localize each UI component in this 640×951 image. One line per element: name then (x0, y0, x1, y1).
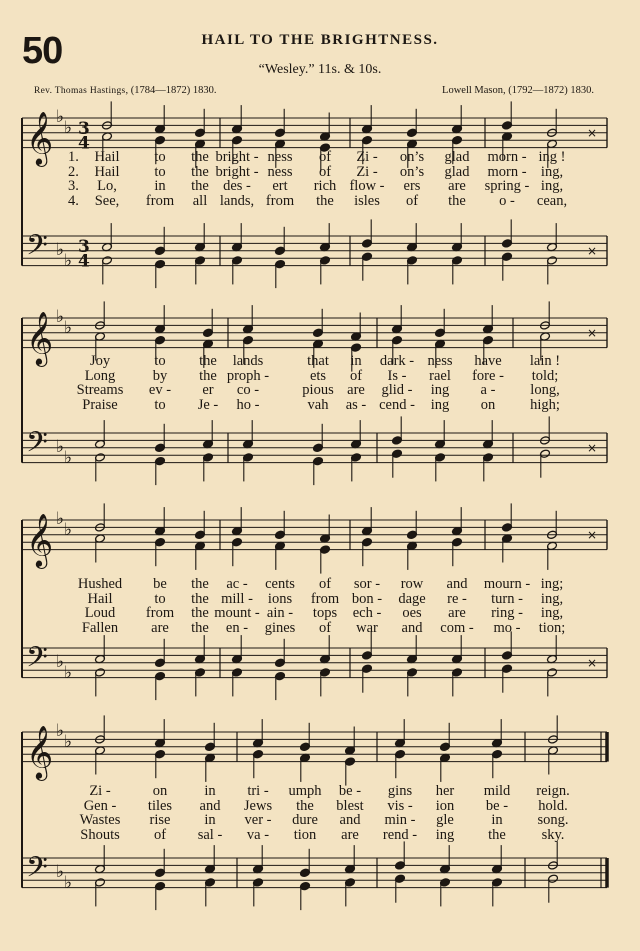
lyric-syllable: of (318, 149, 332, 165)
lyric-syllable: rise (149, 812, 171, 828)
lyric-syllable: cean, (536, 192, 568, 209)
lyric-syllable: from (145, 605, 175, 621)
lyric-syllable: to (154, 163, 166, 180)
lyric-syllable: Zi - (356, 149, 378, 165)
lyric-syllable: ac - (226, 576, 248, 592)
lyric-syllable: Zi - (356, 163, 378, 180)
system-4-treble-clef-icon: 𝄞 (26, 724, 54, 779)
lyric-syllable: Hail (94, 149, 120, 165)
lyric-syllable: and (446, 576, 468, 592)
lyric-syllable: of (318, 619, 332, 636)
treble-time-signature: 3 (78, 118, 90, 139)
system-1-rest-icon: × (587, 243, 598, 258)
lyric-syllable: that (307, 353, 329, 369)
lyric-syllable: ing, (540, 178, 564, 194)
lyric-syllable: the (191, 590, 209, 607)
lyric-syllable: to (154, 590, 166, 607)
lyric-syllable: oes (402, 605, 422, 621)
lyric-syllable: proph - (226, 367, 270, 384)
lyric-syllable: in (204, 783, 216, 799)
lyric-syllable: sor - (353, 576, 381, 592)
system-4-treble-flat-icon: ♭ (64, 732, 73, 753)
system-4-bass-flat-icon: ♭ (56, 861, 65, 882)
lyric-syllable: turn - (491, 590, 523, 607)
system-3-rest-icon: × (587, 655, 598, 670)
lyric-syllable: ing (430, 396, 450, 413)
lyric-syllable: gle (436, 812, 454, 828)
lyric-syllable: cents (265, 576, 295, 592)
system-4-treble-flat-icon: ♭ (56, 721, 65, 741)
lyric-syllable: in (491, 812, 503, 828)
system-1-treble-flat-icon: ♭ (56, 107, 65, 127)
lyric-syllable: the (191, 619, 209, 636)
lyric-syllable: rael (429, 367, 451, 384)
lyric-syllable: lands (232, 353, 264, 369)
lyric-syllable: song. (537, 812, 569, 828)
lyric-syllable: be (153, 576, 167, 592)
lyric-syllable: the (199, 367, 217, 384)
lyric-syllable: mo - (493, 619, 521, 636)
system-2-treble-flat-icon: ♭ (56, 307, 65, 327)
lyric-syllable: war (356, 619, 378, 636)
lyric-syllable: as - (345, 396, 367, 413)
lyric-syllable: from (265, 192, 295, 209)
lyric-syllable: lands, (219, 192, 255, 209)
lyric-syllable: ing (430, 382, 450, 398)
lyric-syllable: Is - (387, 367, 407, 384)
lyric-syllable: com - (440, 619, 474, 636)
lyric-syllable: the (191, 576, 209, 592)
system-1-bass-flat-icon: ♭ (56, 239, 65, 260)
lyric-syllable: the (191, 163, 209, 180)
system-2-treble-clef-icon: 𝄞 (26, 310, 54, 365)
lyric-syllable: Fallen (81, 619, 119, 636)
lyric-syllable: the (199, 353, 217, 369)
lyric-syllable: the (296, 797, 314, 814)
lyric-syllable: of (405, 192, 419, 209)
tune-name: “Wesley.” 11s. & 10s. (258, 62, 382, 77)
lyric-syllable: des - (223, 178, 251, 194)
system-2-rest-icon: × (587, 325, 598, 340)
lyric-syllable: on (152, 783, 168, 799)
lyric-syllable: ers (403, 178, 421, 194)
words-author: Rev. Thomas Hastings (34, 86, 126, 96)
lyric-syllable: the (191, 149, 209, 165)
lyric-syllable: and (401, 619, 423, 636)
lyric-syllable: o - (499, 192, 515, 209)
lyric-syllable: ain - (266, 605, 294, 621)
lyric-syllable: by (152, 367, 168, 384)
verse-number: 4. (68, 192, 79, 209)
lyric-syllable: Praise (82, 396, 118, 413)
lyric-syllable: bon - (351, 590, 383, 607)
lyric-syllable: vah (307, 396, 329, 413)
lyric-syllable: ness (267, 149, 293, 165)
verse-number: 2. (68, 163, 79, 180)
system-2-bass-flat-icon: ♭ (56, 436, 65, 457)
lyric-syllable: pious (302, 382, 334, 398)
lyric-syllable: to (154, 353, 166, 369)
system-4-bass-clef-icon: 𝄢 (26, 851, 48, 892)
system-1-treble-clef-icon: 𝄞 (26, 110, 54, 165)
lyric-syllable: and (199, 797, 221, 814)
lyric-syllable: hold. (538, 797, 568, 814)
lyric-syllable: Hail (94, 163, 120, 180)
lyric-syllable: of (318, 576, 332, 592)
lyric-syllable: en - (225, 619, 249, 636)
lyric-syllable: from (310, 590, 340, 607)
lyric-syllable: are (151, 619, 169, 636)
lyric-syllable: flow - (349, 178, 385, 194)
lyric-syllable: ing; (540, 576, 564, 592)
lyric-syllable: co - (236, 382, 260, 398)
lyric-syllable: Hushed (77, 576, 123, 592)
lyric-syllable: ert (272, 178, 288, 194)
lyric-syllable: See, (94, 192, 120, 209)
lyric-syllable: are (341, 826, 359, 843)
system-1-treble-flat-icon: ♭ (64, 118, 73, 139)
lyric-syllable: and (339, 812, 361, 828)
lyric-syllable: mount - (214, 605, 260, 621)
lyric-syllable: Zi - (89, 783, 111, 799)
lyric-syllable: mourn - (483, 576, 531, 592)
lyric-syllable: ets (309, 367, 327, 384)
lyric-syllable: Je - (197, 396, 219, 413)
lyric-syllable: mild (483, 783, 511, 799)
lyric-syllable: Gen - (83, 797, 117, 814)
lyric-syllable: are (448, 178, 466, 194)
system-4-bass-flat-icon: ♭ (64, 872, 73, 893)
lyric-syllable: tion (293, 826, 317, 843)
lyric-syllable: glad (444, 149, 470, 165)
lyric-syllable: dure (292, 812, 318, 828)
system-3-bass-flat-icon: ♭ (64, 662, 73, 683)
lyric-syllable: cend - (379, 396, 415, 413)
lyric-syllable: ho - (236, 396, 260, 413)
lyric-syllable: va - (246, 826, 270, 843)
lyric-syllable: glid - (381, 382, 413, 398)
lyric-syllable: dark - (379, 353, 415, 369)
lyric-syllable: Shouts (80, 826, 120, 843)
lyric-syllable: spring - (484, 178, 530, 194)
lyric-syllable: dage (398, 590, 426, 607)
lyric-syllable: ring - (491, 605, 523, 621)
lyric-syllable: Lo, (97, 178, 117, 194)
lyric-syllable: ing, (540, 605, 564, 621)
lyric-syllable: reign. (536, 783, 570, 799)
lyric-syllable: her (435, 783, 455, 799)
lyric-syllable: to (154, 396, 166, 413)
lyric-syllable: lain ! (529, 353, 561, 369)
system-1-bass-flat-icon: ♭ (64, 250, 73, 271)
lyric-syllable: ing (435, 826, 455, 843)
system-3-rest-icon: × (587, 527, 598, 542)
system-3-bass-flat-icon: ♭ (56, 651, 65, 672)
lyric-syllable: row (400, 576, 424, 592)
lyric-syllable: long, (530, 382, 560, 398)
lyric-syllable: in (154, 178, 166, 194)
lyric-syllable: ev - (148, 382, 172, 398)
system-1-bass-clef-icon: 𝄢 (26, 229, 48, 270)
lyric-syllable: have (474, 353, 502, 369)
lyric-syllable: glad (444, 163, 470, 180)
lyric-syllable: the (488, 826, 506, 843)
lyric-syllable: on’s (399, 163, 425, 180)
treble-time-signature: 4 (78, 133, 90, 154)
lyric-syllable: the (448, 192, 466, 209)
system-2-rest-icon: × (587, 440, 598, 455)
lyric-syllable: ing, (540, 163, 564, 180)
lyric-syllable: ech - (352, 605, 382, 621)
lyric-syllable: on’s (399, 149, 425, 165)
lyric-syllable: told; (531, 367, 559, 384)
lyric-syllable: to (154, 149, 166, 165)
lyric-syllable: Wastes (79, 812, 121, 828)
verse-number: 3. (68, 178, 79, 194)
lyric-syllable: morn - (487, 163, 527, 180)
lyric-syllable: be - (485, 797, 509, 814)
lyric-syllable: are (448, 605, 466, 621)
lyric-syllable: ing ! (538, 149, 566, 165)
bass-time-signature: 4 (78, 251, 90, 272)
lyric-syllable: tion; (538, 619, 566, 636)
system-2-bass-clef-icon: 𝄢 (26, 426, 48, 467)
verse-number: 1. (68, 149, 79, 165)
hymn-number: 50 (22, 30, 63, 72)
lyric-syllable: of (349, 367, 363, 384)
lyric-syllable: the (191, 605, 209, 621)
lyric-syllable: bright - (215, 163, 259, 180)
lyric-syllable: in (350, 353, 362, 369)
lyric-syllable: the (191, 178, 209, 194)
lyric-syllable: mill - (221, 590, 253, 607)
lyric-syllable: tiles (147, 797, 173, 814)
lyric-syllable: re - (447, 590, 467, 607)
lyric-syllable: a - (480, 382, 496, 398)
lyric-syllable: gins (387, 783, 413, 799)
system-3-treble-clef-icon: 𝄞 (26, 512, 54, 567)
lyric-syllable: be - (338, 783, 362, 799)
lyric-syllable: sky. (541, 826, 565, 843)
bass-time-signature: 3 (78, 236, 90, 257)
lyric-syllable: sal - (197, 826, 223, 843)
lyric-syllable: Long (84, 367, 116, 384)
lyric-syllable: of (153, 826, 167, 843)
lyric-syllable: fore - (472, 367, 504, 384)
lyric-syllable: isles (354, 192, 380, 209)
system-3-bass-clef-icon: 𝄢 (26, 641, 48, 682)
system-2-bass-flat-icon: ♭ (64, 447, 73, 468)
lyric-syllable: in (204, 812, 216, 828)
lyric-syllable: on (480, 396, 496, 413)
lyric-syllable: er (202, 382, 214, 398)
system-3-treble-flat-icon: ♭ (56, 509, 65, 529)
lyric-syllable: ions (267, 590, 293, 607)
lyric-syllable: gines (264, 619, 296, 636)
lyric-syllable: rend - (382, 826, 418, 843)
lyric-syllable: the (316, 192, 334, 209)
lyric-syllable: rich (313, 178, 337, 194)
lyric-syllable: are (347, 382, 365, 398)
words-dates: , (1784—1872) 1830. (125, 85, 217, 96)
lyric-syllable: Hail (87, 590, 113, 607)
lyric-syllable: ness (427, 353, 453, 369)
lyric-syllable: tops (312, 605, 338, 621)
lyric-syllable: from (145, 192, 175, 209)
lyric-syllable: umph (288, 783, 322, 799)
lyric-syllable: high; (530, 396, 560, 413)
lyric-syllable: of (318, 163, 332, 180)
lyric-syllable: all (192, 192, 208, 209)
lyric-syllable: Joy (89, 353, 111, 369)
lyric-syllable: ing, (540, 590, 564, 607)
lyric-syllable: ness (267, 163, 293, 180)
lyric-syllable: vis - (387, 797, 413, 814)
lyric-syllable: ver - (244, 812, 272, 828)
lyric-syllable: morn - (487, 149, 527, 165)
system-3-treble-flat-icon: ♭ (64, 520, 73, 541)
lyric-syllable: Jews (243, 797, 273, 814)
lyric-syllable: Streams (76, 382, 124, 398)
lyric-syllable: min - (384, 812, 416, 828)
lyric-syllable: Loud (84, 605, 116, 621)
lyric-syllable: tri - (247, 783, 269, 799)
lyric-syllable: bright - (215, 149, 259, 165)
system-2-treble-flat-icon: ♭ (64, 318, 73, 339)
music-credit: Lowell Mason, (1792—1872) 1830. (442, 85, 594, 96)
lyric-syllable: blest (336, 797, 364, 814)
lyric-syllable: ion (435, 797, 455, 814)
system-1-rest-icon: × (587, 125, 598, 140)
hymn-title: HAIL TO THE BRIGHTNESS. (201, 32, 439, 48)
